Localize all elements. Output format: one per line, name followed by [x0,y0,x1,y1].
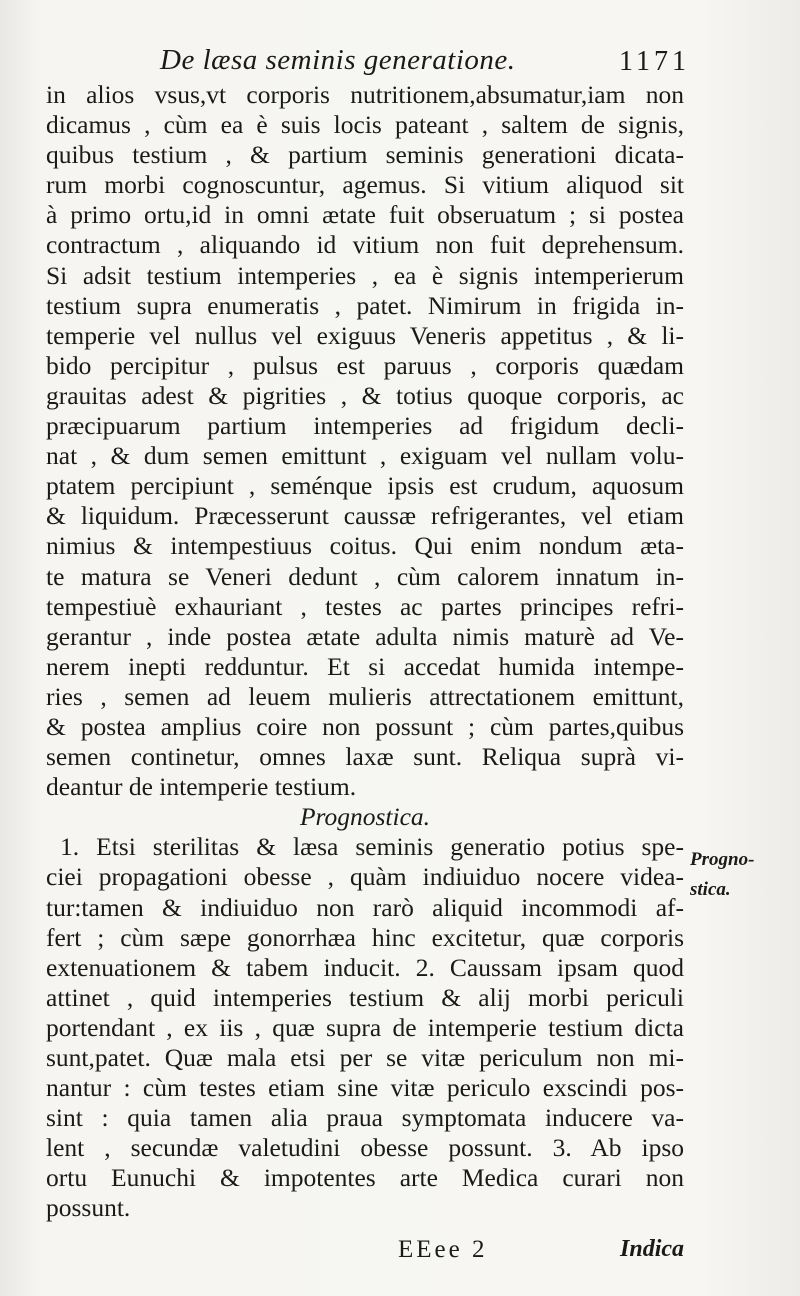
text-line: possunt. [46,1193,131,1223]
margin-note [690,845,780,905]
text-line: temperie vel nullus vel exiguus Veneris appetitus , & li- [46,320,684,350]
text-line: quibus testium , & partium seminis generationi dicata- [46,140,684,170]
text-line: attinet , quid intemperies testium & alij morbi periculi [46,982,684,1012]
catchword: Indica [620,1236,685,1262]
text-line: bido percipitur , pulsus est paruus , corporis quædam [46,350,684,380]
text-line: portendant , ex iis , quæ supra de intemperie testium dicta [46,1012,684,1042]
margin-note-line: stica. [690,879,731,900]
text-line: deantur de intemperie testium. [46,772,357,802]
text-line: & postea amplius coire non possunt ; cùm partes,quibus [46,711,684,741]
text-line: grauitas adest & pigrities , & totius quoque corporis, ac [46,380,684,410]
text-line: ortu Eunuchi & impotentes arte Medica curari non [46,1163,684,1193]
text-line: à primo ortu,id in omni ætate fuit obseruatum ; si postea [46,200,684,230]
text-line: 1. Etsi sterilitas & læsa seminis generatio potius spe- [60,832,684,862]
text-line: lent , secundæ valetudini obesse possunt. 3. Ab ipso [46,1133,684,1163]
text-line: gerantur , inde postea ætate adulta nimis maturè ad Ve- [46,621,684,651]
text-line: ries , semen ad leuem mulieris attrectationem emittunt, [46,681,684,711]
signature-mark: EEee 2 [398,1236,488,1263]
text-line: te matura se Veneri dedunt , cùm calorem innatum in- [46,561,684,591]
text-line: semen continetur, omnes laxæ sunt. Reliqua suprà vi- [46,742,684,772]
text-line: ptatem percipiunt , seménque ipsis est crudum, aquosum [46,471,684,501]
text-line: nantur : cùm testes etiam sine vitæ periculo exscindi pos- [46,1073,684,1103]
text-line: & liquidum. Præcesserunt caussæ refrigerantes, vel etiam [46,501,684,531]
text-line: rum morbi cognoscuntur, agemus. Si vitium aliquod sit [46,170,684,200]
text-line: dicamus , cùm ea è suis locis pateant , saltem de signis, [46,110,684,140]
text-line: nat , & dum semen emittunt , exiguam vel nullam volu- [46,441,684,471]
running-title: De læsa seminis generatione. [160,44,516,76]
text-line: testium supra enumeratis , patet. Nimirum in frigida in- [46,290,684,320]
text-line: sint : quia tamen alia praua symptomata inducere va- [46,1103,684,1133]
text-line: tempestiuè exhauriant , testes ac partes principes refri- [46,591,684,621]
text-line: sunt,patet. Quæ mala etsi per se vitæ periculum non mi- [46,1043,684,1072]
text-line: nimius & intempestiuus coitus. Qui enim nondum æta- [46,531,684,561]
text-line: tur:tamen & indiuiduo non rarò aliquid incommodi af- [46,892,684,922]
show-through-text [708,120,800,1200]
page-number: 1171 [619,46,690,77]
margin-note-line: Progno- [690,849,755,870]
main-text [46,80,684,1224]
text-line: Si adsit testium intemperies , ea è signis intemperierum [46,260,684,290]
page-header [160,44,690,84]
text-line: fert ; cùm sæpe gonorrhæa hinc excitetur, quæ corporis [46,922,684,952]
text-line: extenuationem & tabem inducit. 2. Caussam ipsam quod [46,952,684,982]
text-line: in alios vsus,vt corporis nutritionem,absumatur,iam non [46,80,684,109]
text-line: ciei propagationi obesse , quàm indiuiduo nocere videa- [46,862,684,892]
text-line: præcipuarum partium intemperies ad frigidum decli- [46,411,684,441]
text-line: contractum , aliquando id vitium non fuit deprehensum. [46,230,684,260]
section-heading: Prognostica. [299,802,431,832]
text-line: nerem inepti redduntur. Et si accedat humida intempe- [46,651,684,681]
page-footer [0,1236,800,1276]
